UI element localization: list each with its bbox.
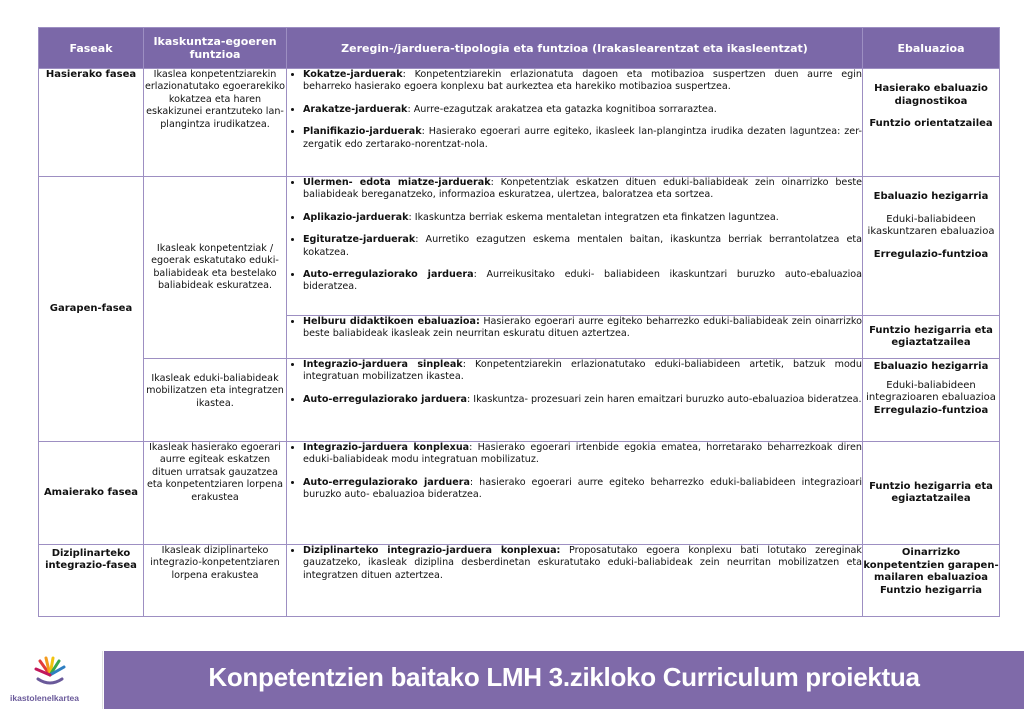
evaluation-cell <box>863 316 1000 359</box>
task-item: • Planifikazio-jarduerak: Hasierako egoerari aurre egiteko, ikasleek lan-plangintza irudika dezaten laguntzea: zer-zergatik edo zertarako-norentzat-nola. <box>303 126 862 151</box>
evaluation-description: Eduki-baliabideen ikaskuntzaren ebaluazioa <box>867 213 995 237</box>
task-list <box>287 545 862 582</box>
header-evaluation: Ebaluazioa <box>863 28 1000 69</box>
objective-cell: Ikaslea konpetentziarekin erlazionatutako egoerarekiko kokatzea eta haren eskakizunei erantzuteko lan-plangintza irudikatzea. <box>144 69 287 177</box>
phase-cell: Amaierako fasea <box>39 442 144 545</box>
task-item: • Integrazio-jarduera sinpleak: Konpetentziarekin erlazionatutako eduki-baliabideen artetik, batzuk modu integratuan mobilizatzen ikastea. <box>303 359 862 384</box>
row-amaiera <box>39 442 1000 545</box>
evaluation-cell <box>863 359 1000 442</box>
tasks-cell <box>287 69 863 177</box>
task-list <box>287 442 862 502</box>
evaluation-cell <box>863 545 1000 617</box>
task-list <box>287 177 862 294</box>
header-learning: Ikaskuntza-egoeren funtzioa <box>144 28 287 69</box>
task-list <box>287 316 862 341</box>
evaluation-type: Ebaluazio hezigarria <box>873 191 989 202</box>
evaluation-type: Oinarrizko konpetentzien garapen-mailaren ebaluazioa <box>863 547 999 583</box>
evaluation-type: Ebaluazio hezigarria <box>873 361 989 372</box>
task-item: • Auto-erregulaziorako jarduera: Ikaskuntza- prozesuari zein haren emaitzari buruzko auto-ebaluazioa bideratzea. <box>303 394 862 406</box>
row-hasiera <box>39 69 1000 177</box>
tasks-cell <box>287 359 863 442</box>
tasks-cell <box>287 316 863 359</box>
objective-cell: Ikasleak eduki-baliabideak mobilizatzen eta integratzen ikastea. <box>144 359 287 442</box>
curriculum-table <box>38 27 1000 617</box>
evaluation-type: Hasierako ebaluazio diagnostikoa <box>874 83 988 107</box>
tasks-cell <box>287 442 863 545</box>
footer-title: Konpetentzien baitako LMH 3.zikloko Curriculum proiektua <box>208 662 920 692</box>
evaluation-cell <box>863 442 1000 545</box>
evaluation-function: Funtzio orientatzailea <box>869 118 993 129</box>
evaluation-cell <box>863 69 1000 177</box>
logo-text: ikastolenelkartea <box>10 693 79 703</box>
task-item: • Auto-erregulaziorako jarduera: hasierako egoerari aurre egiteko beharrezko eduki-baliabideen integrazioari buruzko auto- ebaluazioa bideratzea. <box>303 477 862 502</box>
header-row <box>39 28 1000 69</box>
row-diziplinarteko <box>39 545 1000 617</box>
task-item: • Arakatze-jarduerak: Aurre-ezagutzak arakatzea eta gatazka kognitiboa sorraraztea. <box>303 104 862 116</box>
evaluation-function: Erregulazio-funtzioa <box>873 248 989 260</box>
objective-cell: Ikasleak konpetentziak / egoerak eskatutako eduki-baliabideak eta bestelako baliabideak eskuratzea. <box>144 177 287 359</box>
phase-cell: Garapen-fasea <box>39 177 144 442</box>
task-list <box>287 69 862 151</box>
evaluation-function: Erregulazio-funtzioa <box>873 404 989 416</box>
curriculum-table-container <box>38 27 999 615</box>
task-item: • Egituratze-jarduerak: Aurretiko ezagutzen eskema mentalen baitan, ikaskuntza berriak berrantolatzea eta kokatzea. <box>303 234 862 259</box>
evaluation-cell <box>863 177 1000 316</box>
task-list <box>287 359 862 406</box>
tasks-cell <box>287 545 863 617</box>
row-garapen-1 <box>39 177 1000 316</box>
ikastolen-elkartea-logo <box>0 651 103 709</box>
evaluation-function: Funtzio hezigarria eta egiaztatzailea <box>869 324 993 348</box>
task-item: • Auto-erregulaziorako jarduera: Aurreikusitako eduki- baliabideen ikaskuntzari buruzko auto-ebaluazioa bideratzea. <box>303 269 862 294</box>
task-item: • Ulermen- edota miatze-jarduerak: Konpetentziak eskatzen dituen eduki-baliabideak zein oinarrizko beste baliabideak bereganatzeko, informazioa eskuratzea, ulertzea, baloratzea eta sortzea. <box>303 177 862 202</box>
phase-cell: Diziplinarteko integrazio-fasea <box>39 545 144 617</box>
tasks-cell <box>287 177 863 316</box>
footer-band <box>104 651 1024 709</box>
phase-cell: Hasierako fasea <box>39 69 144 177</box>
header-tasks: Zeregin-/jarduera-tipologia eta funtzioa (Irakaslearentzat eta ikasleentzat) <box>287 28 863 69</box>
row-garapen-3 <box>39 359 1000 442</box>
header-phases: Faseak <box>39 28 144 69</box>
task-item: • Aplikazio-jarduerak: Ikaskuntza berriak eskema mentaletan integratzen eta finkatzen laguntzea. <box>303 212 862 224</box>
evaluation-description: Eduki-baliabideen integrazioaren ebaluazioa <box>866 379 996 403</box>
task-item: • Integrazio-jarduera konplexua: Hasierako egoerari irtenbide egokia ematea, horretarako beharrezkoak diren eduki-baliabideak modu integratuan mobilizatuz. <box>303 442 862 467</box>
objective-cell: Ikasleak diziplinarteko integrazio-konpetentziaren lorpena erakustea <box>144 545 287 617</box>
evaluation-function: Funtzio hezigarria eta egiaztatzailea <box>869 480 993 504</box>
task-item: • Diziplinarteko integrazio-jarduera konplexua: Proposatutako egoera konplexu bati lotutako zereginak gauzatzeko, ikasleak diziplina desberdinetan eskuratutako eduki-baliabideak zein neurritan mobilizatzen eta integratzen dituen aztertzea. <box>303 545 862 582</box>
objective-cell: Ikasleak hasierako egoerari aurre egiteak eskatzen dituen urratsak gauzatzea eta konpetentziaren lorpena erakustea <box>144 442 287 545</box>
footer <box>0 651 1024 709</box>
task-item: • Helburu didaktikoen ebaluazioa: Hasierako egoerari aurre egiteko beharrezko eduki-baliabideak zein oinarrizko beste baliabideak ikasleak zein neurritan eskuratu dituen aztertzea. <box>303 316 862 341</box>
task-item: • Kokatze-jarduerak: Konpetentziarekin erlazionatuta dagoen eta motibazioa suspertzen duen aurre egin beharreko hasierako egoera konplexu bat aurkeztea eta harekiko motibazioa suspertzea. <box>303 69 862 94</box>
evaluation-function: Funtzio hezigarria <box>879 584 983 596</box>
